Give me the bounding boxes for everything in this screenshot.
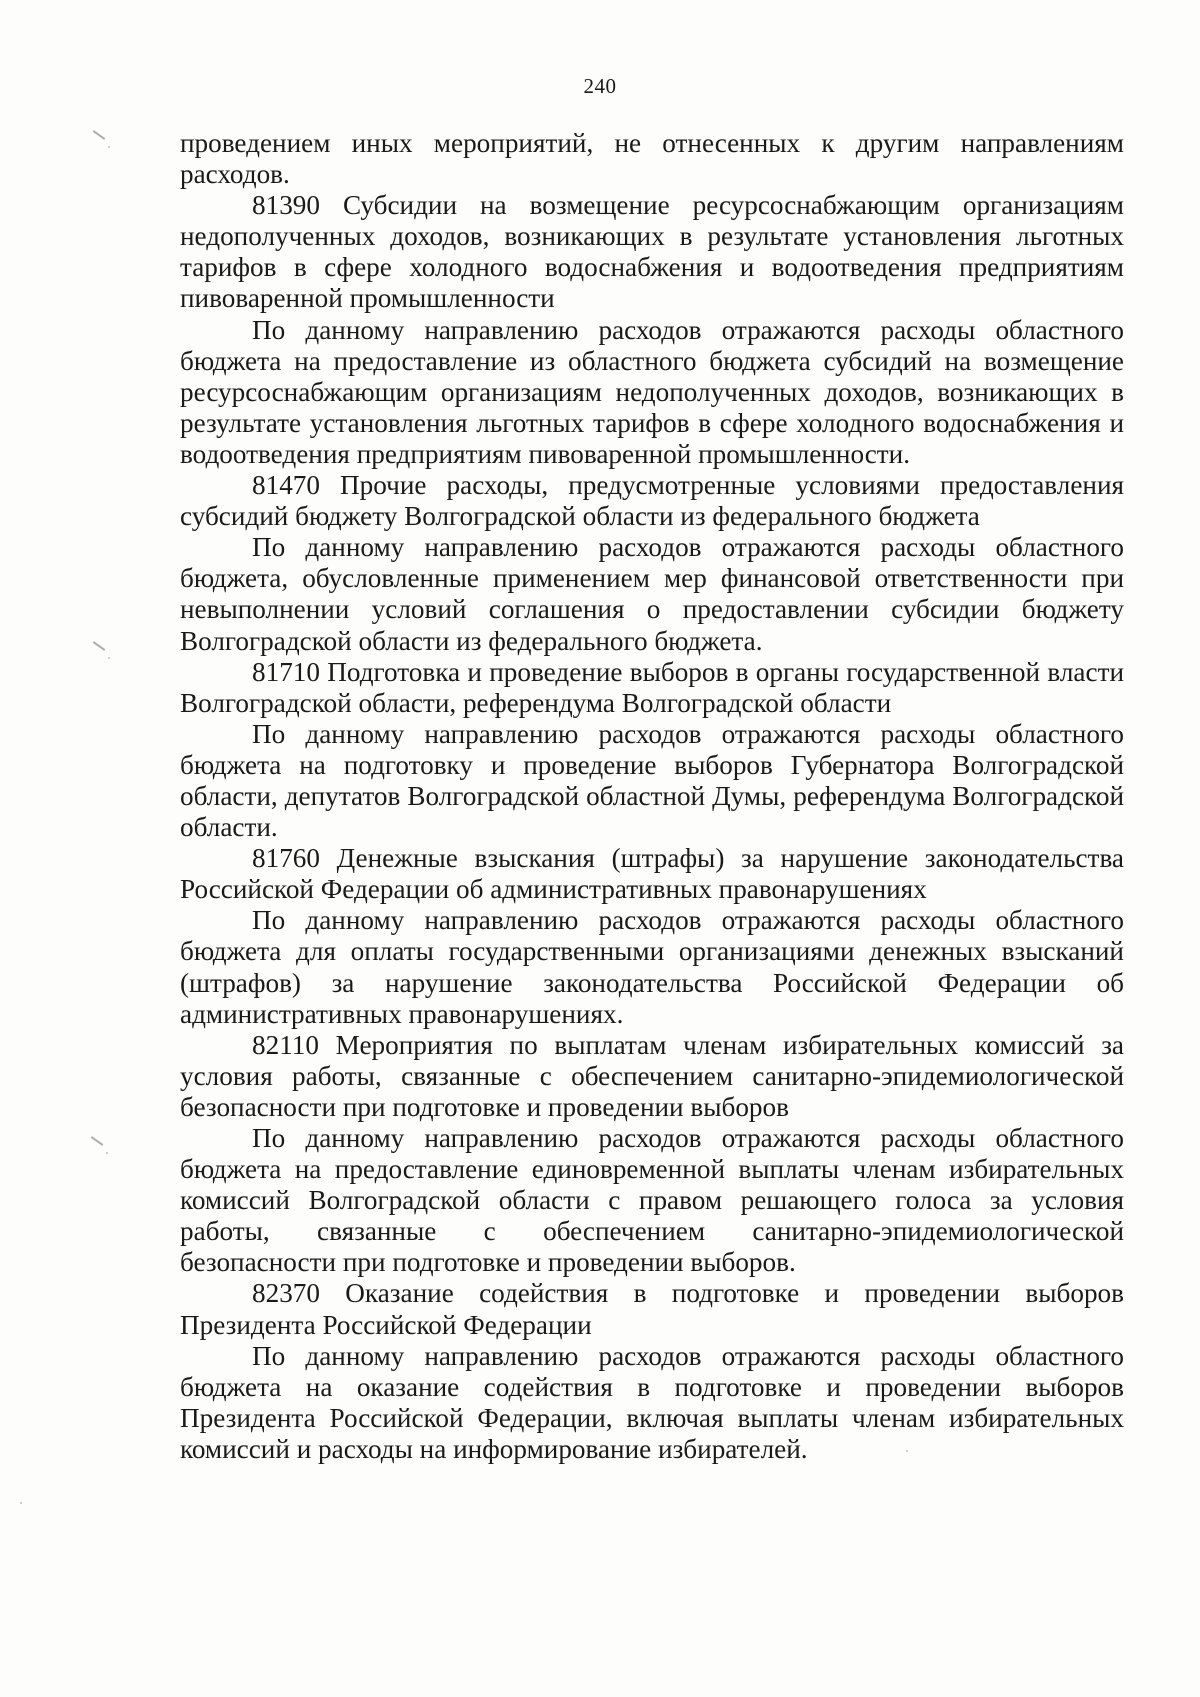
section-heading-81710: 81710 Подготовка и проведение выборов в органы государственной власти Волгоградской области, референдума Волгоградской области <box>180 656 1124 718</box>
scan-artifact <box>93 130 106 140</box>
scan-artifact <box>108 146 110 148</box>
section-body-82110: По данному направлению расходов отражаются расходы областного бюджета на предоставление единовременной выплаты членам избирательных комиссий Волгоградской области с правом решающего голоса за условия работы, связанные с обеспечением санитарно-эпидемиологической безопасности при подготовке и проведении выборов. <box>180 1123 1124 1278</box>
document-body <box>180 128 1124 1465</box>
section-body-81470: По данному направлению расходов отражаются расходы областного бюджета, обусловленные применением мер финансовой ответственности при невыполнении условий соглашения о предоставлении субсидии бюджету Волгоградской области из федерального бюджета. <box>180 532 1124 656</box>
section-heading-82110: 82110 Мероприятия по выплатам членам избирательных комиссий за условия работы, связанные с обеспечением санитарно-эпидемиологической безопасности при подготовке и проведении выборов <box>180 1029 1124 1122</box>
scan-artifact <box>91 1136 104 1146</box>
scan-artifact <box>108 657 110 659</box>
section-heading-81470: 81470 Прочие расходы, предусмотренные условиями предоставления субсидий бюджету Волгоградской области из федерального бюджета <box>180 470 1124 532</box>
section-heading-81390: 81390 Субсидии на возмещение ресурсоснабжающим организациям недополученных доходов, возникающих в результате установления льготных тарифов в сфере холодного водоснабжения и водоотведения предприятиям пивоваренной промышленности <box>180 190 1124 314</box>
section-body-81760: По данному направлению расходов отражаются расходы областного бюджета для оплаты государственными организациями денежных взысканий (штрафов) за нарушение законодательства Российской Федерации об административных правонарушениях. <box>180 905 1124 1029</box>
scan-artifact <box>106 1152 108 1154</box>
section-heading-82370: 82370 Оказание содействия в подготовке и проведении выборов Президента Российской Федерации <box>180 1278 1124 1340</box>
scan-artifact <box>93 641 106 651</box>
section-body-81390: По данному направлению расходов отражаются расходы областного бюджета на предоставление из областного бюджета субсидий на возмещение ресурсоснабжающим организациям недополученных доходов, возникающих в результате установления льготных тарифов в сфере холодного водоснабжения и водоотведения предприятиям пивоваренной промышленности. <box>180 314 1124 469</box>
section-body-81710: По данному направлению расходов отражаются расходы областного бюджета на подготовку и проведение выборов Губернатора Волгоградской области, депутатов Волгоградской областной Думы, референдума Волгоградской области. <box>180 718 1124 843</box>
section-body-82370: По данному направлению расходов отражаются расходы областного бюджета на оказание содействия в подготовке и проведении выборов Президента Российской Федерации, включая выплаты членам избирательных комиссий и расходы на информирование избирателей. <box>180 1340 1124 1464</box>
section-heading-81760: 81760 Денежные взыскания (штрафы) за нарушение законодательства Российской Федерации об административных правонарушениях <box>180 843 1124 905</box>
scan-artifact <box>20 1502 22 1504</box>
paragraph-continuation: проведением иных мероприятий, не отнесенных к другим направлениям расходов. <box>180 128 1124 190</box>
page-number: 240 <box>583 74 617 98</box>
